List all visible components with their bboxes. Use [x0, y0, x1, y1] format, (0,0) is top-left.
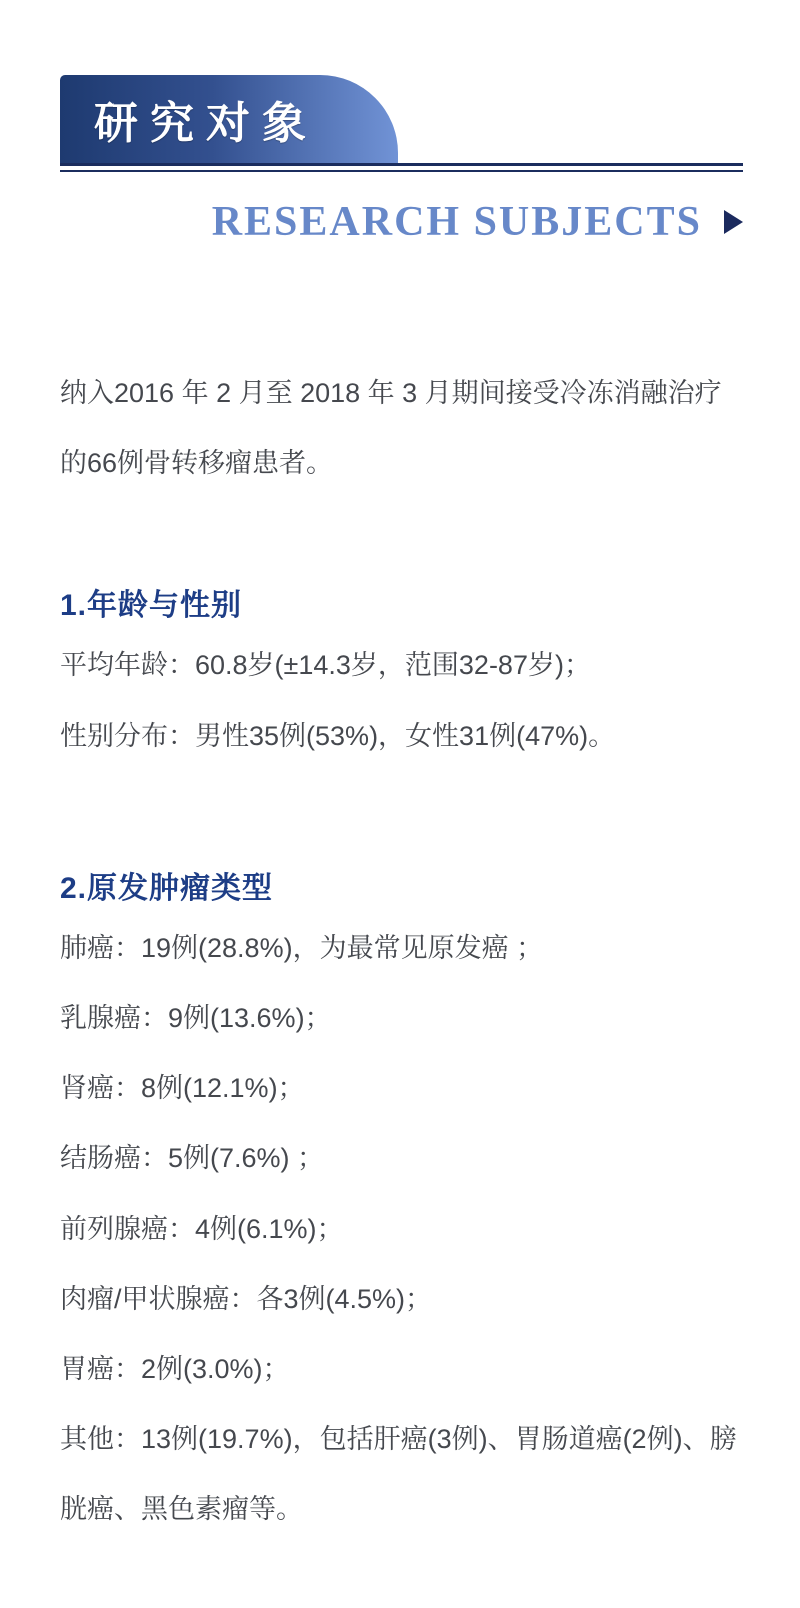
play-right-icon: [724, 210, 743, 234]
section-age-gender: [60, 588, 743, 770]
stat-line-kidney-cancer: 肾癌：8例(12.1%)；: [60, 1073, 305, 1104]
stat-line-sarcoma-thyroid-cancer: 肉瘤/甲状腺癌：各3例(4.5%)；: [60, 1283, 433, 1314]
stat-line-gastric-cancer: 胃癌：2例(3.0%)；: [60, 1353, 290, 1384]
stat-line-mean-age: 平均年龄：60.8岁(±14.3岁，范围32-87岁)；: [60, 650, 591, 681]
stat-line-other-cancers: 其他：13例(19.7%)，包括肝癌(3例)、胃肠道癌(2例)、膀胱癌、黑色素瘤等。: [60, 1424, 737, 1525]
stat-line-lung-cancer: 肺癌：19例(28.8%)，为最常见原发癌 ；: [60, 932, 544, 963]
stat-line-prostate-cancer: 前列腺癌：4例(6.1%)；: [60, 1213, 344, 1244]
page-title: RESEARCH SUBJECTS: [211, 199, 702, 245]
header-rule-thin: [60, 170, 743, 172]
stat-line-colon-cancer: 结肠癌：5例(7.6%) ；: [60, 1143, 325, 1174]
header: [60, 75, 743, 246]
stat-line-gender-distribution: 性别分布：男性35例(53%)，女性31例(47%)。: [60, 720, 616, 751]
intro-paragraph: 纳入2016 年 2 月至 2018 年 3 月期间接受冷冻消融治疗的66例骨转移瘤患者。: [60, 378, 722, 479]
section-primary-tumor-types: [60, 871, 743, 1545]
badge-label: 研究对象: [94, 99, 318, 148]
title-row: [60, 198, 743, 246]
section-heading-age-gender: 1.年龄与性别: [60, 589, 243, 623]
stat-line-breast-cancer: 乳腺癌：9例(13.6%)；: [60, 1002, 332, 1033]
header-rule-thick: [60, 163, 743, 166]
section-badge: [60, 75, 398, 163]
section-heading-primary-tumor-types: 2.原发肿瘤类型: [60, 871, 274, 905]
